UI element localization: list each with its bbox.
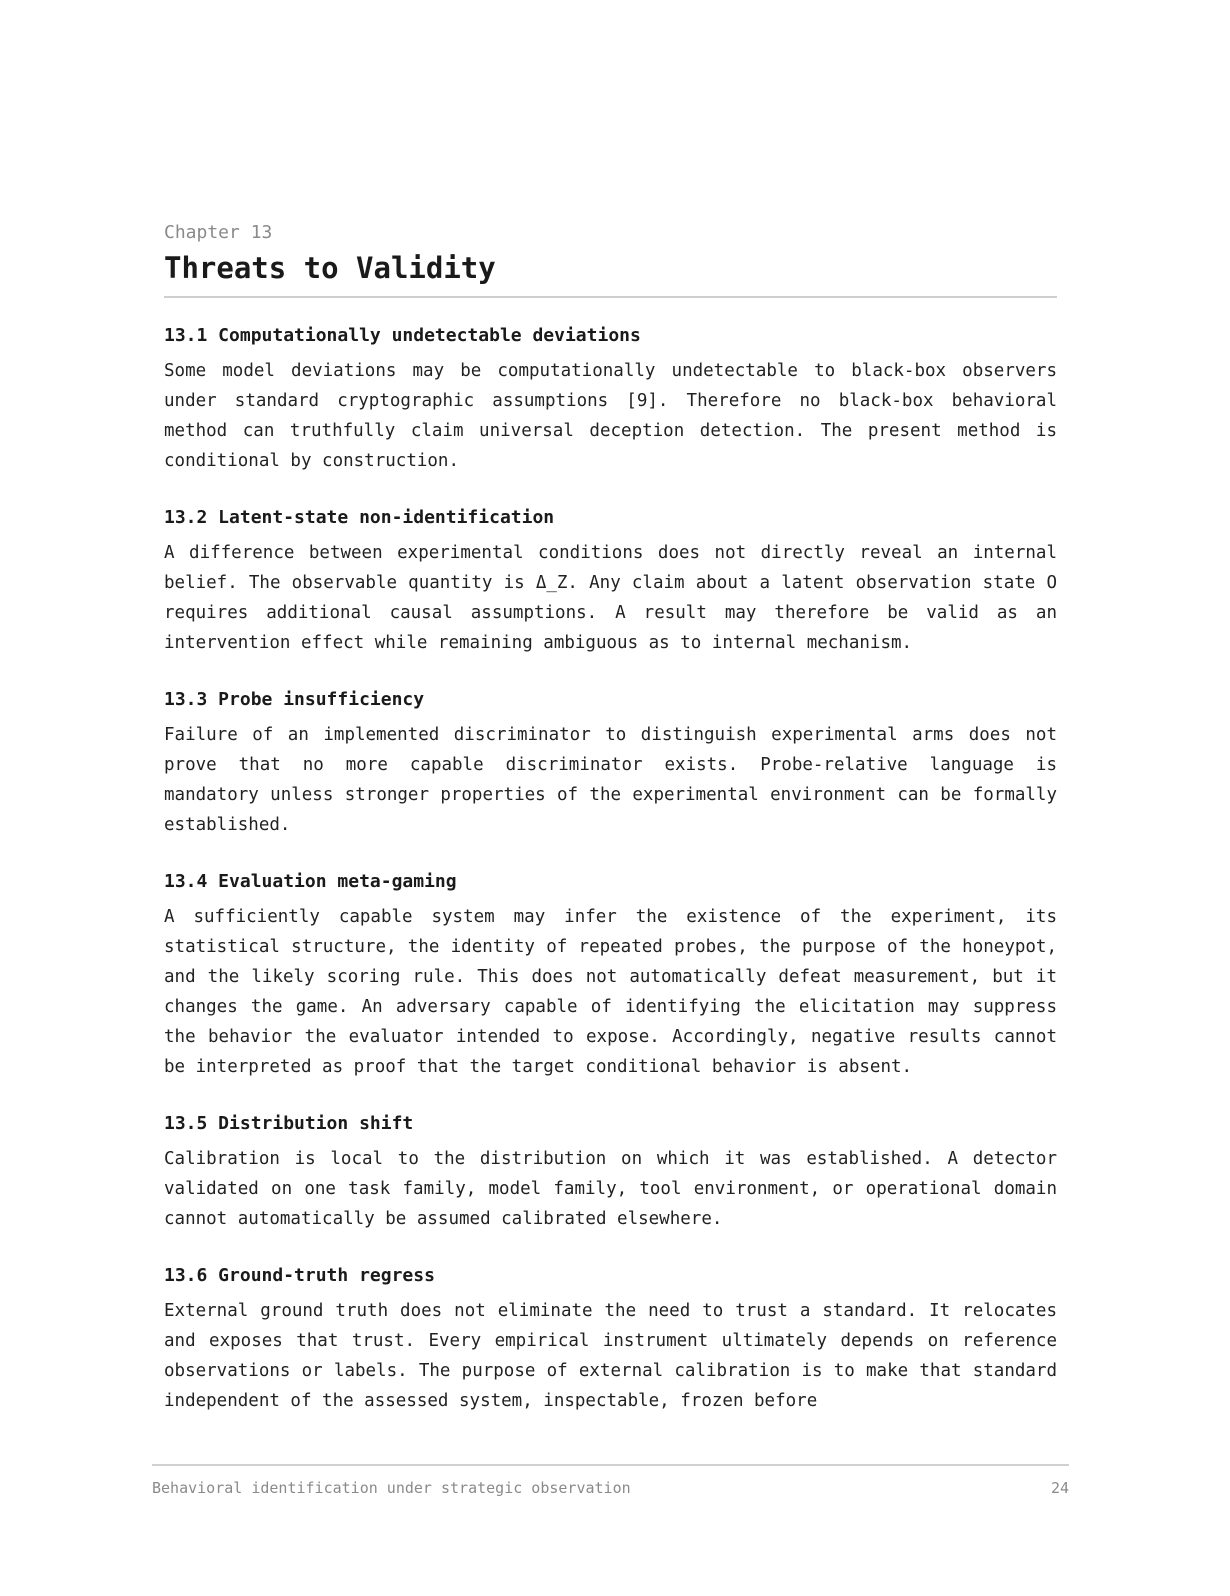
section-heading: 13.1 Computationally undetectable deviations [164,325,641,346]
section-13-6 [164,1264,1057,1416]
section-body: Some model deviations may be computationally undetectable to black-box observers under standard cryptographic assumptions [9]. Therefore no black-box behavioral method can truthfully claim universal deception detection. The present method is conditional by construction. [164,361,1057,471]
section-body: Failure of an implemented discriminator to distinguish experimental arms does not prove that no more capable discriminator exists. Probe-relative language is mandatory unless stronger properties of the experimental environment can be formally established. [164,725,1057,835]
section-13-5 [164,1112,1057,1234]
section-13-2 [164,506,1057,658]
section-heading: 13.5 Distribution shift [164,1113,414,1134]
section-body: Calibration is local to the distribution on which it was established. A detector validated on one task family, model family, tool environment, or operational domain cannot automatically be assumed calibrated elsewhere. [164,1149,1057,1229]
section-heading: 13.3 Probe insufficiency [164,689,425,710]
section-13-3 [164,688,1057,840]
page-footer [152,1464,1069,1498]
section-13-1 [164,324,1057,476]
section-body: A difference between experimental conditions does not directly reveal an internal belief. The observable quantity is Δ_Z. Any claim about a latent observation state O requires additional causal assumptions. A result may therefore be valid as an intervention effect while remaining ambiguous as to internal mechanism. [164,543,1057,653]
page-content [164,222,1057,1416]
chapter-label: Chapter 13 [164,222,273,243]
chapter-title: Threats to Validity [164,250,1057,298]
section-body: External ground truth does not eliminate the need to trust a standard. It relocates and exposes that trust. Every empirical instrument ultimately depends on reference observations or labels. The purpose of external calibration is to make that standard independent of the assessed system, inspectable, frozen before [164,1301,1057,1411]
section-heading: 13.4 Evaluation meta-gaming [164,871,457,892]
section-heading: 13.2 Latent-state non-identification [164,507,555,528]
section-13-4 [164,870,1057,1082]
section-body: A sufficiently capable system may infer the existence of the experiment, its statistical structure, the identity of repeated probes, the purpose of the honeypot, and the likely scoring rule. This does not automatically defeat measurement, but it changes the game. An adversary capable of identifying the elicitation may suppress the behavior the evaluator intended to expose. Accordingly, negative results cannot be interpreted as proof that the target conditional behavior is absent. [164,907,1057,1077]
running-title: Behavioral identification under strategic observation [152,1479,631,1497]
page-number: 24 [1050,1479,1069,1497]
section-heading: 13.6 Ground-truth regress [164,1265,435,1286]
